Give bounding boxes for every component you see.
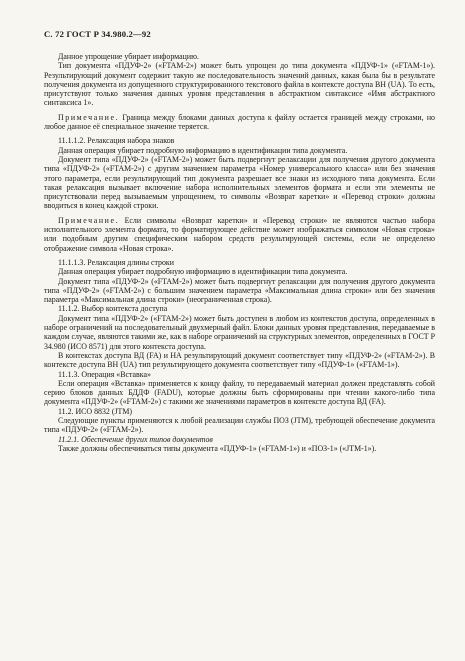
paragraph-text: Данное упрощение убирает информацию.	[58, 52, 199, 61]
paragraph-p3	[44, 113, 435, 132]
paragraph-text: Следующие пункты применяются к любой реализации службы ПОЗ (JTM), требующей обеспечение документа типа «ПДУФ-2» («FTAM-2»).	[44, 415, 435, 435]
paragraph-text: Данная операция убирает подробную информацию в идентификации типа документа.	[58, 145, 348, 155]
paragraph-p16	[44, 407, 435, 416]
paragraph-text: Документ типа «ПДУФ-2» («FTAM-2») может быть доступен в любом из контекстов доступа, определенных в наборе ограничений на последовательный двухмерный файл. Блоки данных уровня представления, передаваемые в каждом случае, являются такими же, как в наборе ограничений на структурных элементов, определенных в ГОСТ Р 34.980 (ИСО 8571) для этого контекста доступа.	[44, 313, 435, 351]
paragraph-text: Документ типа «ПДУФ-2» («FTAM-2») может быть подвергнут релаксации для получения другого документа типа «ПДУФ-2» («FTAM-2») с большим значением параметра «Максимальная длина строки» или без значения параметра «Максимальная длина строки» (неограниченная строка).	[44, 276, 435, 305]
paragraph-text: 11.1.3. Операция «Вставка»	[58, 369, 151, 379]
paragraph-text: Также должны обеспечиваться типы документа «ПДУФ-1» («FTAM-1») и «ПОЗ-1» («JTM-1»).	[58, 443, 377, 453]
paragraph-p1	[44, 52, 435, 61]
paragraph-p17	[44, 416, 435, 435]
paragraph-p9	[44, 267, 435, 276]
paragraph-p14	[44, 370, 435, 379]
paragraph-text: 11.1.1.2. Релаксация набора знаков	[58, 136, 175, 146]
note-lead: Примечание.	[58, 215, 120, 225]
paragraph-p6	[44, 155, 435, 211]
paragraph-p4	[44, 136, 435, 145]
paragraph-text: Данная операция убирает подробную информацию в идентификации типа документа.	[58, 267, 348, 277]
paragraph-text: 11.1.1.3. Релаксация длины строки	[58, 257, 174, 267]
paragraph-p13	[44, 351, 435, 370]
paragraph-text: Документ типа «ПДУФ-2» («FTAM-2») может быть подвергнут релаксации для получения другого документа типа «ПДУФ-2» («FTAM-2») с другим значением параметра «Номер универсального класса» или без значения этого параметра, если результирующий тип документа разрешает все знаки из исходного типа документа. Если такая релаксация вызывает включение набора исполнительных элементов формата и если эти элементы не присутствовали перед вызываемым упрощением, то символы «Возврат каретки» и «Перевод строки» должны вводиться в конец каждой строки.	[44, 154, 435, 211]
paragraph-p12	[44, 314, 435, 351]
document-body	[44, 52, 435, 453]
paragraph-text: Если операция «Вставка» применяется к концу файлу, то передаваемый материал должен представлять собой серию блоков данных БДДФ (FADU), которые должны быть сформированы при чтении какого-либо типа документа «ПДУФ-2» («FTAM-2») с такими же значениями параметров в контексте доступа ВД (FA).	[44, 378, 435, 407]
paragraph-p10	[44, 277, 435, 305]
paragraph-p7	[44, 216, 435, 253]
paragraph-text: В контекстах доступа ВД (FA) и НА результирующий документ соответствует типу «ПДУФ-2» («FTAM-2»). В контексте доступа ВН (UA) тип результирующего документа соответствует типу «ПДУФ-1» («FTAM-1»).	[44, 350, 435, 370]
paragraph-p11	[44, 304, 435, 313]
paragraph-p2	[44, 61, 435, 107]
paragraph-text: Тип документа «ПДУФ-2» («FTAM-2») может быть упрощен до типа документа «ПДУФ-1» («FTAM-1»). Результирующий документ содержит такую же последовательность значений данных, какая была бы в результате получения документа из допущенного структурированного текстового файла в контексте доступа ВН (UA). То есть, присутствуют только значения данных уровня представления в абстрактном синтаксисе «Имя абстрактного синтаксиса 1».	[44, 61, 435, 108]
page-header: С. 72 ГОСТ Р 34.980.2—92	[44, 29, 151, 39]
paragraph-p5	[44, 146, 435, 155]
paragraph-p19	[44, 444, 435, 453]
note-lead: Примечание.	[58, 112, 120, 122]
paragraph-p8	[44, 258, 435, 267]
paragraph-p15	[44, 379, 435, 407]
paragraph-text: Если символы «Возврат каретки» и «Перевод строки» не являются частью набора исполнительного элемента формата, то форматирующее действие может изображаться символом «Новая строка» или подобным другим специфическим набором средств результирующей системы, если не определено отображение символа «Новая строка».	[44, 215, 435, 253]
paragraph-text: 11.2.1. Обеспечение других типов документов	[58, 434, 213, 444]
paragraph-text: 11.2. ИСО 8832 (JTM)	[58, 406, 133, 416]
paragraph-p18	[44, 435, 435, 444]
paragraph-text: 11.1.2. Выбор контекста доступа	[58, 304, 168, 314]
paragraph-text: Граница между блоками данных доступа к файлу остается границей между строками, но любое данное её специальное значение теряется.	[44, 112, 435, 132]
